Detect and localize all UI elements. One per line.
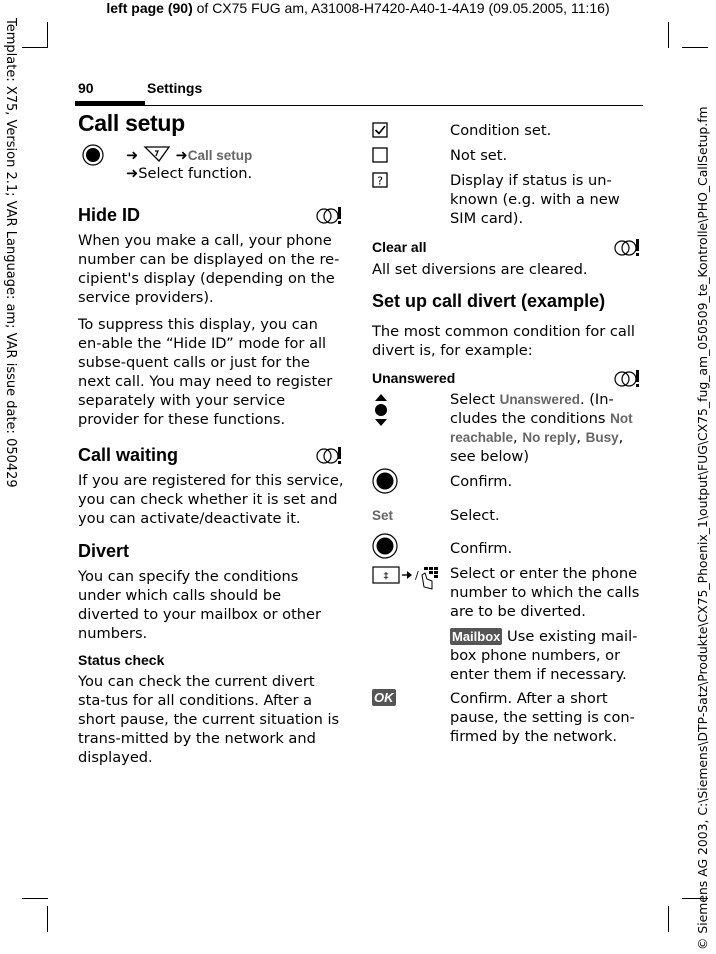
example-text: The most common condition for call divert is, for example: (372, 323, 635, 359)
step-mailbox (372, 627, 642, 683)
crop-mark (22, 47, 48, 48)
question-box-icon (372, 172, 388, 193)
step-6-text (450, 627, 642, 684)
crop-mark (47, 22, 48, 48)
clear-all-text: All set diversions are cleared. (372, 261, 588, 278)
nav-menu-call-setup: Call setup (187, 148, 253, 163)
step-4-text: Confirm. (450, 540, 513, 557)
clear-all-header (372, 236, 642, 258)
step-enter-number (372, 564, 642, 620)
joystick-up-down-icon (372, 393, 390, 432)
crop-mark (22, 898, 48, 899)
nav-path (78, 143, 344, 185)
hide-id-p1: When you make a call, your phone number can be displayed on the re-cipient's display (depending on the service providers). (78, 232, 340, 306)
checkbox-empty-icon (372, 147, 388, 168)
clear-all-heading: Clear all (372, 238, 427, 255)
status-set-text: Condition set. (450, 122, 552, 139)
header-bar (75, 101, 145, 106)
key-unanswered: Unanswered (499, 392, 580, 407)
nav-line (126, 145, 252, 165)
left-column (78, 110, 344, 775)
joystick-center-icon (372, 533, 398, 564)
step-confirm-2 (372, 535, 642, 561)
crop-mark (682, 47, 708, 48)
status-check-p1: You can check the current divert sta-tus for all conditions. After a short pause, the current situation is trans-mitted by the network and displayed. (78, 673, 340, 766)
svg-text:‡: ‡ (383, 571, 389, 582)
example-heading-row (372, 292, 642, 311)
step-select-unanswered (372, 390, 642, 466)
step-1-b: . (In-cludes the conditions (450, 391, 614, 427)
joystick-center-icon (372, 468, 398, 499)
network-service-icon (612, 237, 642, 257)
print-header-page: left page (90) (106, 0, 193, 16)
step-1-a: Select (450, 391, 500, 408)
step-1-c: , (513, 429, 523, 446)
checkbox-checked-icon (372, 122, 388, 143)
network-service-icon (314, 205, 344, 225)
mailbox-softkey: Mailbox (452, 629, 501, 644)
ok-softkey: OK (374, 690, 394, 705)
crop-mark (668, 906, 669, 932)
arrow-icon: ➜ (175, 147, 188, 164)
status-row-set (372, 121, 642, 141)
header-rule (145, 105, 643, 106)
hide-id-header (78, 205, 344, 225)
step-1-d: , (576, 429, 586, 446)
copyright-path: © Siemens AG 2003, C:\Siemens\DTP-Satz\Produkte\CX75_Phoenix_1\output\FUG\CX75_fug_am_050509_te_Kontrolle\PHO_CallSetup.fm (695, 106, 710, 950)
crop-mark (668, 22, 669, 48)
step-1-e: , see below) (450, 429, 624, 465)
step-6-body: Use existing mail-box phone numbers, or enter them if necessary. (450, 628, 638, 683)
network-service-icon (612, 368, 642, 388)
step-7-text: Confirm. After a short pause, the setting is con-firmed by the network. (450, 690, 635, 745)
step-1-text (450, 390, 642, 466)
print-header (0, 0, 716, 16)
step-5-text: Select or enter the phone number to which the calls are to be diverted. (450, 565, 640, 620)
divert-p1: You can specify the conditions under which calls should be diverted to your mailbox or other numbers. (78, 568, 322, 642)
joystick-center-icon (82, 144, 104, 166)
hide-id-heading: Hide ID (78, 204, 141, 225)
nav-line-2 (126, 164, 252, 183)
status-row-unknown (372, 171, 642, 231)
status-row-not-set (372, 146, 642, 166)
print-header-info: of CX75 FUG am, A31008-H7420-A40-1-4A19 (09.05.2005, 11:16) (192, 0, 610, 16)
step-set (372, 506, 642, 526)
key-busy: Busy (585, 430, 619, 445)
example-heading: Set up call divert (example) (372, 291, 606, 311)
status-unknown-text: Display if status is un-known (e.g. with a new SIM card). (450, 172, 620, 227)
network-service-icon (314, 445, 344, 465)
page-number: 90 (78, 80, 94, 96)
step-3-text: Select. (450, 507, 500, 524)
call-waiting-p1: If you are registered for this service, you can check whether it is set and you can activate/deactivate it. (78, 472, 344, 527)
svg-text:?: ? (377, 174, 383, 188)
unanswered-heading: Unanswered (372, 369, 456, 386)
arrow-icon: ➜ (126, 165, 139, 182)
arrow-icon: ➜ (126, 147, 139, 164)
call-waiting-heading: Call waiting (78, 444, 179, 465)
template-info: Template: X75, Version 2.1; VAR Language: am; VAR issue date: 050429 (3, 18, 18, 488)
call-waiting-header (78, 445, 344, 465)
softkey-set: Set (372, 508, 394, 523)
key-not-reachable: Not reachable (450, 411, 633, 445)
svg-text:/: / (415, 569, 419, 582)
step-confirm-1 (372, 470, 642, 496)
hide-id-p2: To suppress this display, you can en-able the “Hide ID” mode for all subse-quent calls or just for the next call. You may need to register separately with your service provider for these functions. (78, 316, 333, 428)
status-not-set-text: Not set. (450, 147, 508, 164)
step-ok (372, 689, 642, 745)
status-check-heading: Status check (78, 652, 165, 668)
unanswered-header (372, 367, 642, 389)
chapter-title: Settings (147, 80, 203, 96)
page-title: Call setup (78, 110, 185, 136)
key-no-reply: No reply (522, 430, 577, 445)
step-2-text: Confirm. (450, 473, 513, 490)
settings-menu-icon (143, 145, 171, 163)
nav-select-text: Select function. (138, 165, 253, 182)
crop-mark (47, 906, 48, 932)
divert-heading: Divert (78, 541, 130, 561)
phonebook-keypad-icon (372, 565, 442, 596)
